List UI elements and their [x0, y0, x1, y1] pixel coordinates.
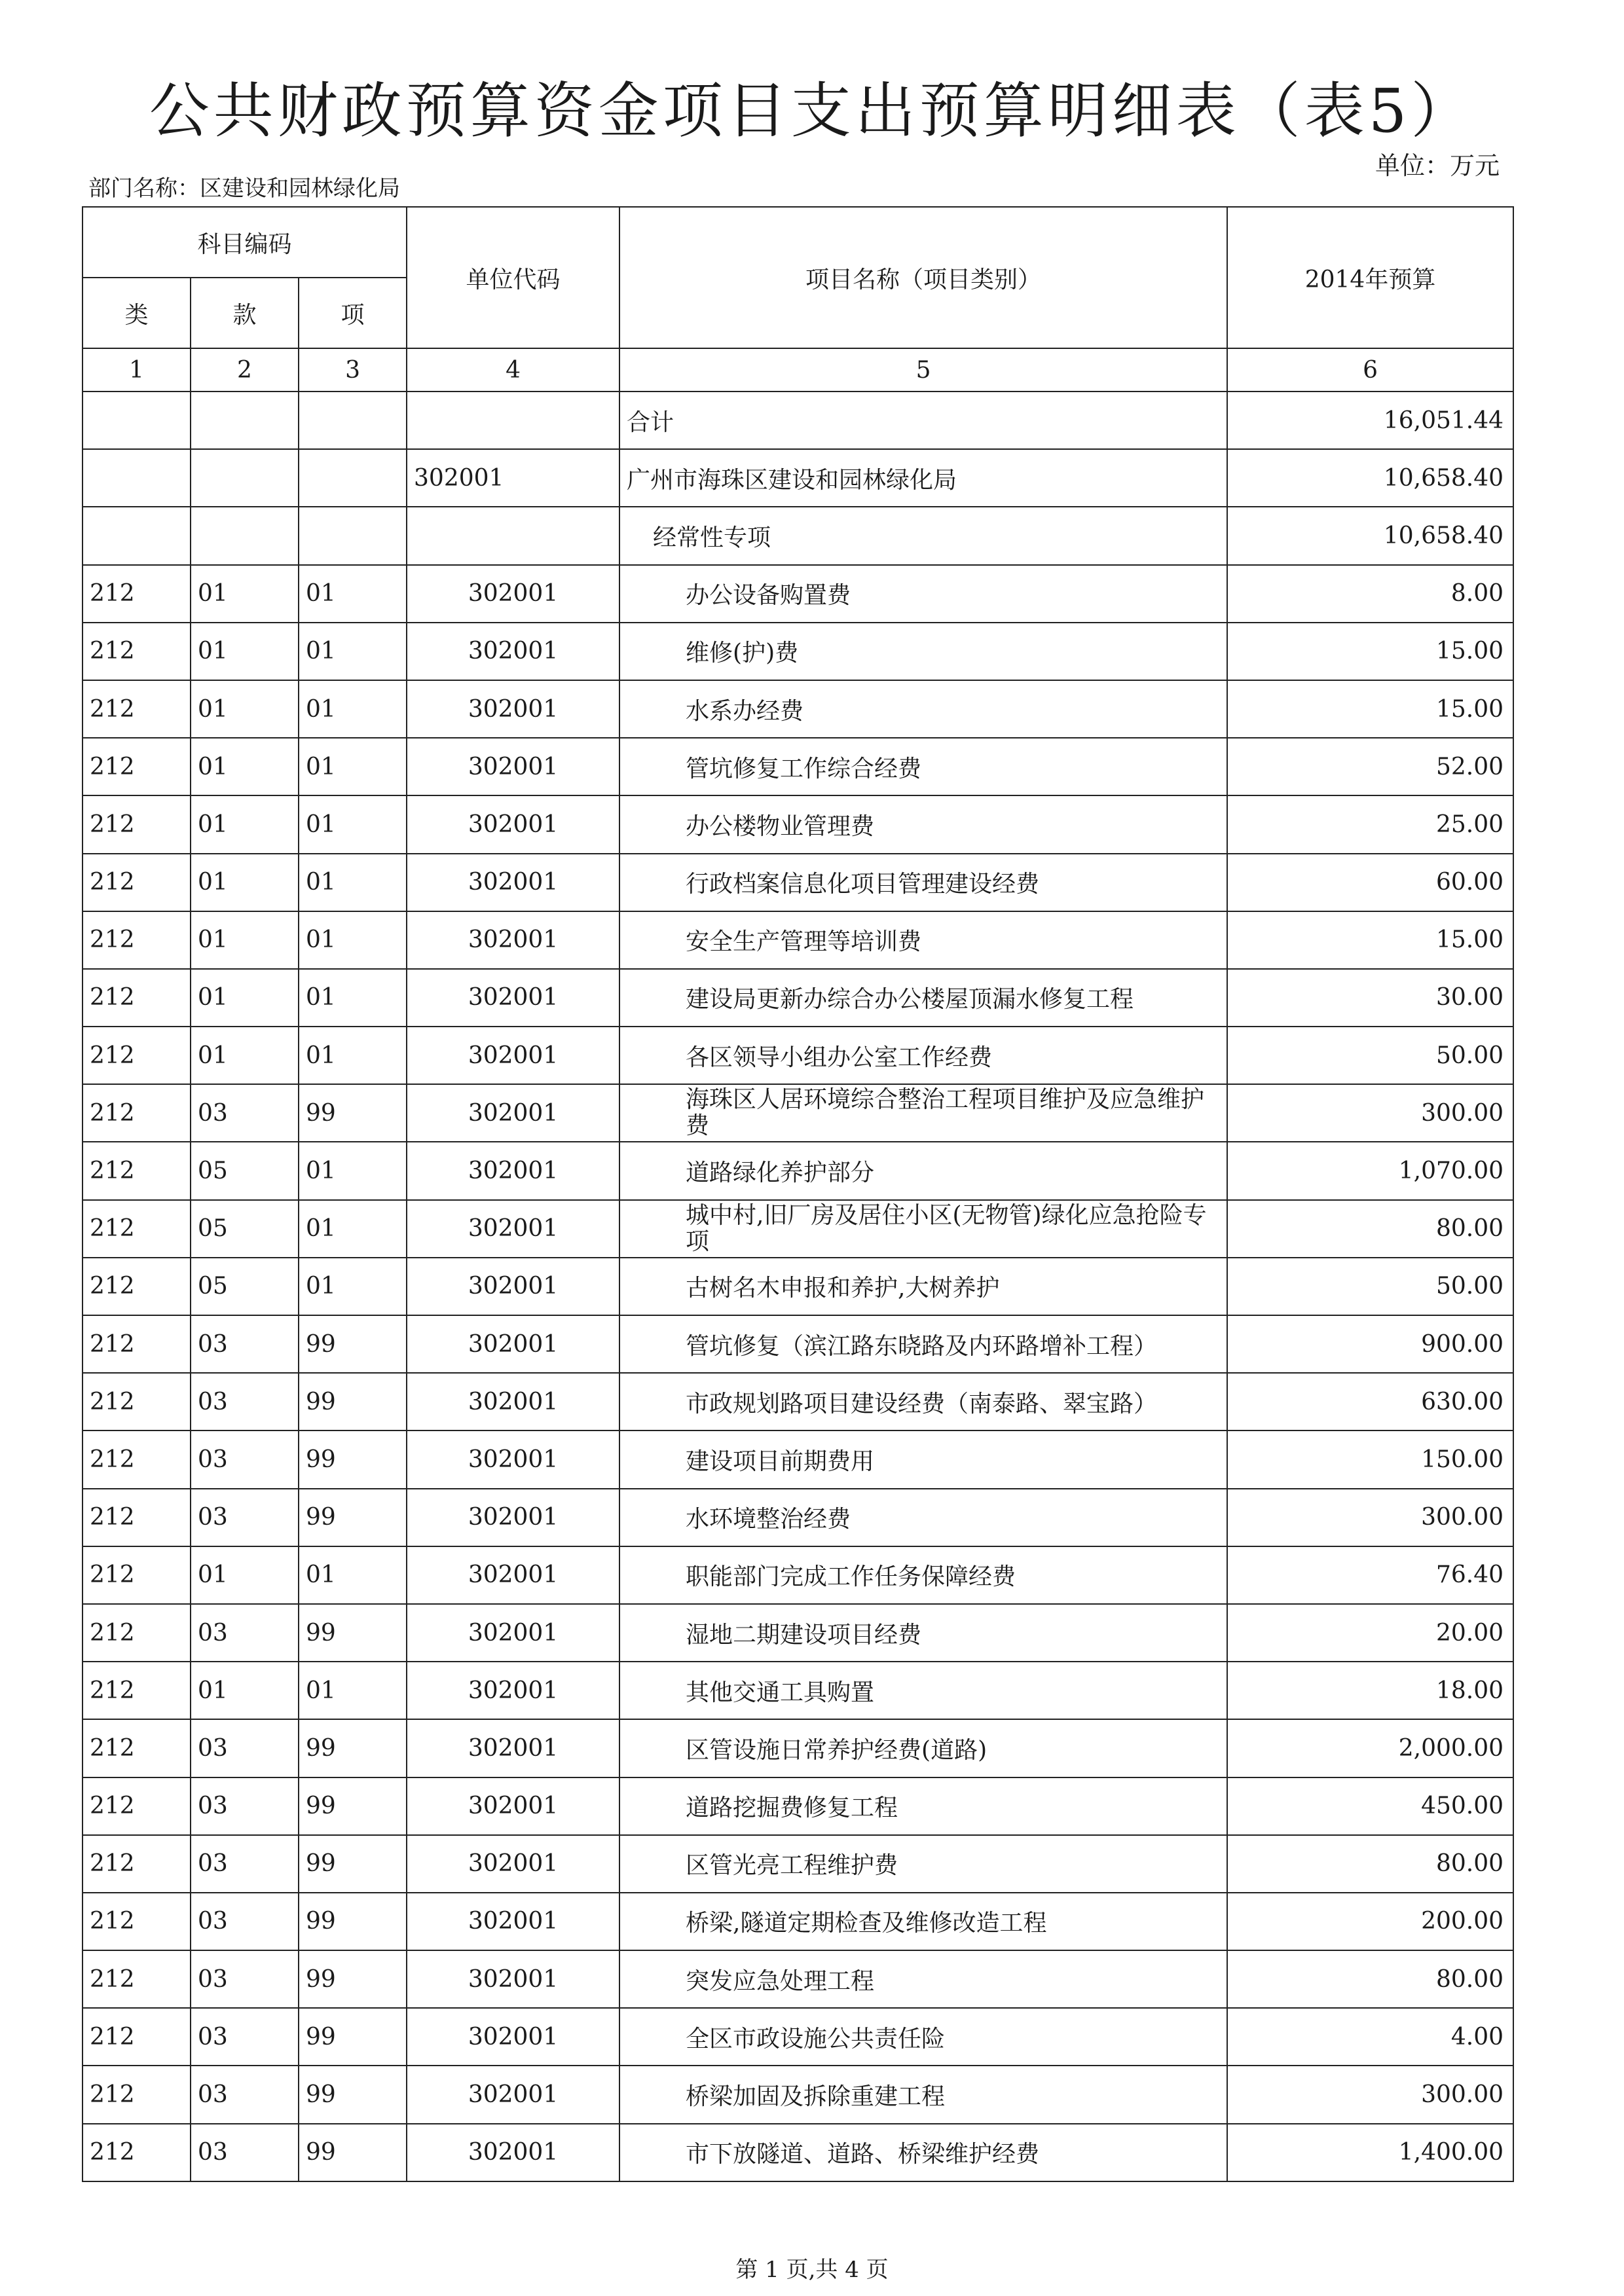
budget-amount-cell: 300.00	[1227, 1489, 1513, 1546]
project-name-cell: 管坑修复（滨江路东晓路及内环路增补工程）	[619, 1315, 1227, 1373]
kuan-cell: 01	[191, 969, 299, 1027]
header-row-1	[83, 207, 1513, 278]
budget-amount-cell: 18.00	[1227, 1662, 1513, 1719]
table-row	[83, 969, 1513, 1027]
xiang-cell: 99	[299, 1084, 407, 1142]
budget-amount-cell: 50.00	[1227, 1258, 1513, 1315]
kuan-cell: 01	[191, 680, 299, 738]
kuan-cell: 03	[191, 1315, 299, 1373]
budget-amount-cell: 15.00	[1227, 911, 1513, 969]
kuan-cell: 05	[191, 1258, 299, 1315]
xiang-cell: 99	[299, 2066, 407, 2123]
xiang-cell: 99	[299, 1950, 407, 2008]
unit-code-cell: 302001	[407, 1662, 619, 1719]
unit-code-cell: 302001	[407, 795, 619, 853]
xiang-cell: 01	[299, 1142, 407, 1199]
xiang-cell: 99	[299, 1719, 407, 1777]
project-name-cell: 维修(护)费	[619, 623, 1227, 680]
budget-amount-cell: 15.00	[1227, 623, 1513, 680]
table-row	[83, 1893, 1513, 1950]
unit-code-cell: 302001	[407, 854, 619, 911]
project-name-cell: 建设局更新办综合办公楼屋顶漏水修复工程	[619, 969, 1227, 1027]
unit-code-cell: 302001	[407, 1489, 619, 1546]
unit-code-cell: 302001	[407, 1084, 619, 1142]
xiang-cell: 01	[299, 795, 407, 853]
xiang-cell: 01	[299, 854, 407, 911]
kuan-cell: 03	[191, 1777, 299, 1835]
project-name-cell: 职能部门完成工作任务保障经费	[619, 1546, 1227, 1604]
xiang-cell: 01	[299, 1027, 407, 1084]
lei-cell: 212	[83, 1258, 191, 1315]
xiang-cell: 01	[299, 565, 407, 623]
kuan-cell: 01	[191, 854, 299, 911]
table-row	[83, 392, 1513, 449]
kuan-cell: 03	[191, 1373, 299, 1430]
budget-amount-cell: 80.00	[1227, 1950, 1513, 2008]
table-row	[83, 1546, 1513, 1604]
page-footer: 第 1 页,共 4 页	[735, 2257, 889, 2283]
unit-code-cell: 302001	[407, 1200, 619, 1258]
table-row	[83, 2008, 1513, 2066]
table-row	[83, 911, 1513, 969]
xiang-cell: 99	[299, 2008, 407, 2066]
lei-cell	[83, 449, 191, 507]
project-name-cell: 桥梁,隧道定期检查及维修改造工程	[619, 1893, 1227, 1950]
lei-cell: 212	[83, 969, 191, 1027]
budget-amount-cell: 25.00	[1227, 795, 1513, 853]
project-name-cell: 区管设施日常养护经费(道路)	[619, 1719, 1227, 1777]
xiang-cell: 01	[299, 1546, 407, 1604]
budget-amount-cell: 10,658.40	[1227, 507, 1513, 564]
kuan-cell	[191, 449, 299, 507]
xiang-cell: 99	[299, 1315, 407, 1373]
project-name-cell: 经常性专项	[619, 507, 1227, 564]
lei-cell: 212	[83, 680, 191, 738]
unit-code-cell: 302001	[407, 1142, 619, 1199]
kuan-cell	[191, 507, 299, 564]
table-row	[83, 1258, 1513, 1315]
budget-amount-cell: 50.00	[1227, 1027, 1513, 1084]
kuan-cell: 03	[191, 2066, 299, 2123]
table-row	[83, 1950, 1513, 2008]
xiang-cell: 01	[299, 623, 407, 680]
budget-amount-cell: 630.00	[1227, 1373, 1513, 1430]
project-name-cell: 湿地二期建设项目经费	[619, 1604, 1227, 1662]
budget-amount-cell: 200.00	[1227, 1893, 1513, 1950]
table-row	[83, 1142, 1513, 1199]
xiang-cell: 99	[299, 1777, 407, 1835]
budget-amount-cell: 76.40	[1227, 1546, 1513, 1604]
kuan-header: 款	[191, 278, 299, 348]
column-number: 2	[191, 348, 299, 392]
project-name-cell: 办公楼物业管理费	[619, 795, 1227, 853]
unit-code-cell: 302001	[407, 1315, 619, 1373]
project-name-cell: 水系办经费	[619, 680, 1227, 738]
lei-cell: 212	[83, 623, 191, 680]
xiang-cell: 99	[299, 1430, 407, 1488]
unit-code-cell: 302001	[407, 2008, 619, 2066]
column-number-row	[83, 348, 1513, 392]
xiang-cell: 99	[299, 1893, 407, 1950]
table-row	[83, 1373, 1513, 1430]
unit-code-cell: 302001	[407, 2066, 619, 2123]
unit-code-header: 单位代码	[407, 207, 619, 348]
unit-label: 单位：万元	[1375, 151, 1500, 180]
lei-cell: 212	[83, 1835, 191, 1893]
table-row	[83, 1777, 1513, 1835]
xiang-cell: 01	[299, 680, 407, 738]
unit-code-cell: 302001	[407, 1430, 619, 1488]
project-name-cell: 市下放隧道、道路、桥梁维护经费	[619, 2124, 1227, 2181]
project-name-header: 项目名称（项目类别）	[619, 207, 1227, 348]
budget-amount-cell: 1,070.00	[1227, 1142, 1513, 1199]
table-row	[83, 1719, 1513, 1777]
xiang-cell: 99	[299, 1604, 407, 1662]
project-name-cell: 安全生产管理等培训费	[619, 911, 1227, 969]
budget-amount-cell: 8.00	[1227, 565, 1513, 623]
xiang-cell	[299, 507, 407, 564]
budget-amount-cell: 16,051.44	[1227, 392, 1513, 449]
unit-code-cell: 302001	[407, 623, 619, 680]
page-title: 公共财政预算资金项目支出预算明细表（表5）	[149, 76, 1475, 146]
unit-code-cell: 302001	[407, 911, 619, 969]
budget-amount-cell: 150.00	[1227, 1430, 1513, 1488]
budget-amount-cell: 4.00	[1227, 2008, 1513, 2066]
lei-cell: 212	[83, 2008, 191, 2066]
lei-cell: 212	[83, 1373, 191, 1430]
kuan-cell: 03	[191, 1893, 299, 1950]
project-name-cell: 古树名木申报和养护,大树养护	[619, 1258, 1227, 1315]
project-name-cell: 水环境整治经费	[619, 1489, 1227, 1546]
kuan-cell: 01	[191, 1662, 299, 1719]
lei-cell: 212	[83, 1142, 191, 1199]
lei-cell: 212	[83, 1893, 191, 1950]
xiang-cell	[299, 449, 407, 507]
lei-cell: 212	[83, 1950, 191, 2008]
project-name-cell: 道路绿化养护部分	[619, 1142, 1227, 1199]
budget-amount-cell: 52.00	[1227, 738, 1513, 795]
project-name-cell: 海珠区人居环境综合整治工程项目维护及应急维护费	[619, 1084, 1227, 1142]
kuan-cell: 01	[191, 1027, 299, 1084]
kuan-cell: 03	[191, 1489, 299, 1546]
budget-table	[82, 206, 1514, 2182]
budget-amount-cell: 1,400.00	[1227, 2124, 1513, 2181]
xiang-header: 项	[299, 278, 407, 348]
budget-amount-cell: 15.00	[1227, 680, 1513, 738]
unit-code-cell: 302001	[407, 1027, 619, 1084]
unit-code-cell: 302001	[407, 738, 619, 795]
lei-cell: 212	[83, 795, 191, 853]
table-row	[83, 623, 1513, 680]
subject-code-header: 科目编码	[83, 207, 407, 278]
unit-code-cell: 302001	[407, 1546, 619, 1604]
project-name-cell: 其他交通工具购置	[619, 1662, 1227, 1719]
unit-code-cell: 302001	[407, 1719, 619, 1777]
unit-code-cell	[407, 392, 619, 449]
budget-amount-cell: 80.00	[1227, 1200, 1513, 1258]
lei-cell: 212	[83, 1430, 191, 1488]
column-number: 6	[1227, 348, 1513, 392]
column-number: 1	[83, 348, 191, 392]
unit-code-cell: 302001	[407, 969, 619, 1027]
table-row	[83, 854, 1513, 911]
xiang-cell: 99	[299, 1835, 407, 1893]
unit-code-cell: 302001	[407, 680, 619, 738]
table-row	[83, 449, 1513, 507]
kuan-cell: 03	[191, 1835, 299, 1893]
department-label: 部门名称：区建设和园林绿化局	[88, 175, 400, 202]
project-name-cell: 各区领导小组办公室工作经费	[619, 1027, 1227, 1084]
kuan-cell: 01	[191, 623, 299, 680]
kuan-cell: 01	[191, 911, 299, 969]
table-row	[83, 1200, 1513, 1258]
budget-table-body	[83, 392, 1513, 2181]
kuan-cell: 05	[191, 1200, 299, 1258]
lei-cell	[83, 392, 191, 449]
lei-cell: 212	[83, 1084, 191, 1142]
lei-cell: 212	[83, 1546, 191, 1604]
kuan-cell: 03	[191, 2124, 299, 2181]
budget-amount-cell: 900.00	[1227, 1315, 1513, 1373]
xiang-cell: 99	[299, 1489, 407, 1546]
xiang-cell: 01	[299, 1258, 407, 1315]
kuan-cell: 03	[191, 1719, 299, 1777]
project-name-cell: 建设项目前期费用	[619, 1430, 1227, 1488]
unit-code-cell: 302001	[407, 1950, 619, 2008]
column-number: 4	[407, 348, 619, 392]
lei-cell: 212	[83, 2124, 191, 2181]
budget-amount-cell: 10,658.40	[1227, 449, 1513, 507]
column-number: 5	[619, 348, 1227, 392]
kuan-cell: 01	[191, 565, 299, 623]
xiang-cell: 01	[299, 1662, 407, 1719]
table-row	[83, 1835, 1513, 1893]
xiang-cell: 99	[299, 2124, 407, 2181]
budget-amount-cell: 2,000.00	[1227, 1719, 1513, 1777]
budget-amount-cell: 300.00	[1227, 2066, 1513, 2123]
budget-amount-cell: 60.00	[1227, 854, 1513, 911]
project-name-cell: 城中村,旧厂房及居住小区(无物管)绿化应急抢险专项	[619, 1200, 1227, 1258]
kuan-cell: 01	[191, 738, 299, 795]
lei-cell: 212	[83, 1200, 191, 1258]
kuan-cell: 03	[191, 1084, 299, 1142]
unit-code-cell: 302001	[407, 1893, 619, 1950]
kuan-cell: 01	[191, 795, 299, 853]
budget-amount-cell: 450.00	[1227, 1777, 1513, 1835]
lei-cell: 212	[83, 1315, 191, 1373]
lei-cell: 212	[83, 2066, 191, 2123]
lei-cell: 212	[83, 565, 191, 623]
lei-cell: 212	[83, 1604, 191, 1662]
budget-header: 2014年预算	[1227, 207, 1513, 348]
kuan-cell	[191, 392, 299, 449]
budget-amount-cell: 80.00	[1227, 1835, 1513, 1893]
table-row	[83, 507, 1513, 564]
xiang-cell: 99	[299, 1373, 407, 1430]
table-row	[83, 1604, 1513, 1662]
kuan-cell: 05	[191, 1142, 299, 1199]
project-name-cell: 办公设备购置费	[619, 565, 1227, 623]
budget-amount-cell: 300.00	[1227, 1084, 1513, 1142]
unit-code-cell: 302001	[407, 449, 619, 507]
project-name-cell: 行政档案信息化项目管理建设经费	[619, 854, 1227, 911]
lei-cell: 212	[83, 1489, 191, 1546]
kuan-cell: 03	[191, 1604, 299, 1662]
unit-code-cell	[407, 507, 619, 564]
lei-header: 类	[83, 278, 191, 348]
unit-code-cell: 302001	[407, 1373, 619, 1430]
budget-amount-cell: 30.00	[1227, 969, 1513, 1027]
kuan-cell: 03	[191, 2008, 299, 2066]
table-row	[83, 1430, 1513, 1488]
unit-code-cell: 302001	[407, 1258, 619, 1315]
table-row	[83, 1489, 1513, 1546]
table-row	[83, 738, 1513, 795]
lei-cell: 212	[83, 1719, 191, 1777]
project-name-cell: 道路挖掘费修复工程	[619, 1777, 1227, 1835]
unit-code-cell: 302001	[407, 2124, 619, 2181]
project-name-cell: 突发应急处理工程	[619, 1950, 1227, 2008]
table-row	[83, 1027, 1513, 1084]
xiang-cell: 01	[299, 969, 407, 1027]
lei-cell: 212	[83, 854, 191, 911]
kuan-cell: 01	[191, 1546, 299, 1604]
xiang-cell: 01	[299, 738, 407, 795]
project-name-cell: 桥梁加固及拆除重建工程	[619, 2066, 1227, 2123]
lei-cell: 212	[83, 1027, 191, 1084]
kuan-cell: 03	[191, 1950, 299, 2008]
unit-code-cell: 302001	[407, 1835, 619, 1893]
table-row	[83, 2124, 1513, 2181]
project-name-cell: 全区市政设施公共责任险	[619, 2008, 1227, 2066]
project-name-cell: 合计	[619, 392, 1227, 449]
project-name-cell: 管坑修复工作综合经费	[619, 738, 1227, 795]
table-row	[83, 680, 1513, 738]
xiang-cell	[299, 392, 407, 449]
lei-cell: 212	[83, 738, 191, 795]
lei-cell: 212	[83, 1777, 191, 1835]
lei-cell: 212	[83, 1662, 191, 1719]
kuan-cell: 03	[191, 1430, 299, 1488]
column-number: 3	[299, 348, 407, 392]
budget-amount-cell: 20.00	[1227, 1604, 1513, 1662]
unit-code-cell: 302001	[407, 1777, 619, 1835]
project-name-cell: 区管光亮工程维护费	[619, 1835, 1227, 1893]
unit-code-cell: 302001	[407, 565, 619, 623]
table-row	[83, 1084, 1513, 1142]
table-row	[83, 1662, 1513, 1719]
project-name-cell: 广州市海珠区建设和园林绿化局	[619, 449, 1227, 507]
lei-cell	[83, 507, 191, 564]
lei-cell: 212	[83, 911, 191, 969]
xiang-cell: 01	[299, 911, 407, 969]
table-row	[83, 795, 1513, 853]
table-row	[83, 565, 1513, 623]
table-row	[83, 1315, 1513, 1373]
table-row	[83, 2066, 1513, 2123]
project-name-cell: 市政规划路项目建设经费（南泰路、翠宝路）	[619, 1373, 1227, 1430]
unit-code-cell: 302001	[407, 1604, 619, 1662]
xiang-cell: 01	[299, 1200, 407, 1258]
